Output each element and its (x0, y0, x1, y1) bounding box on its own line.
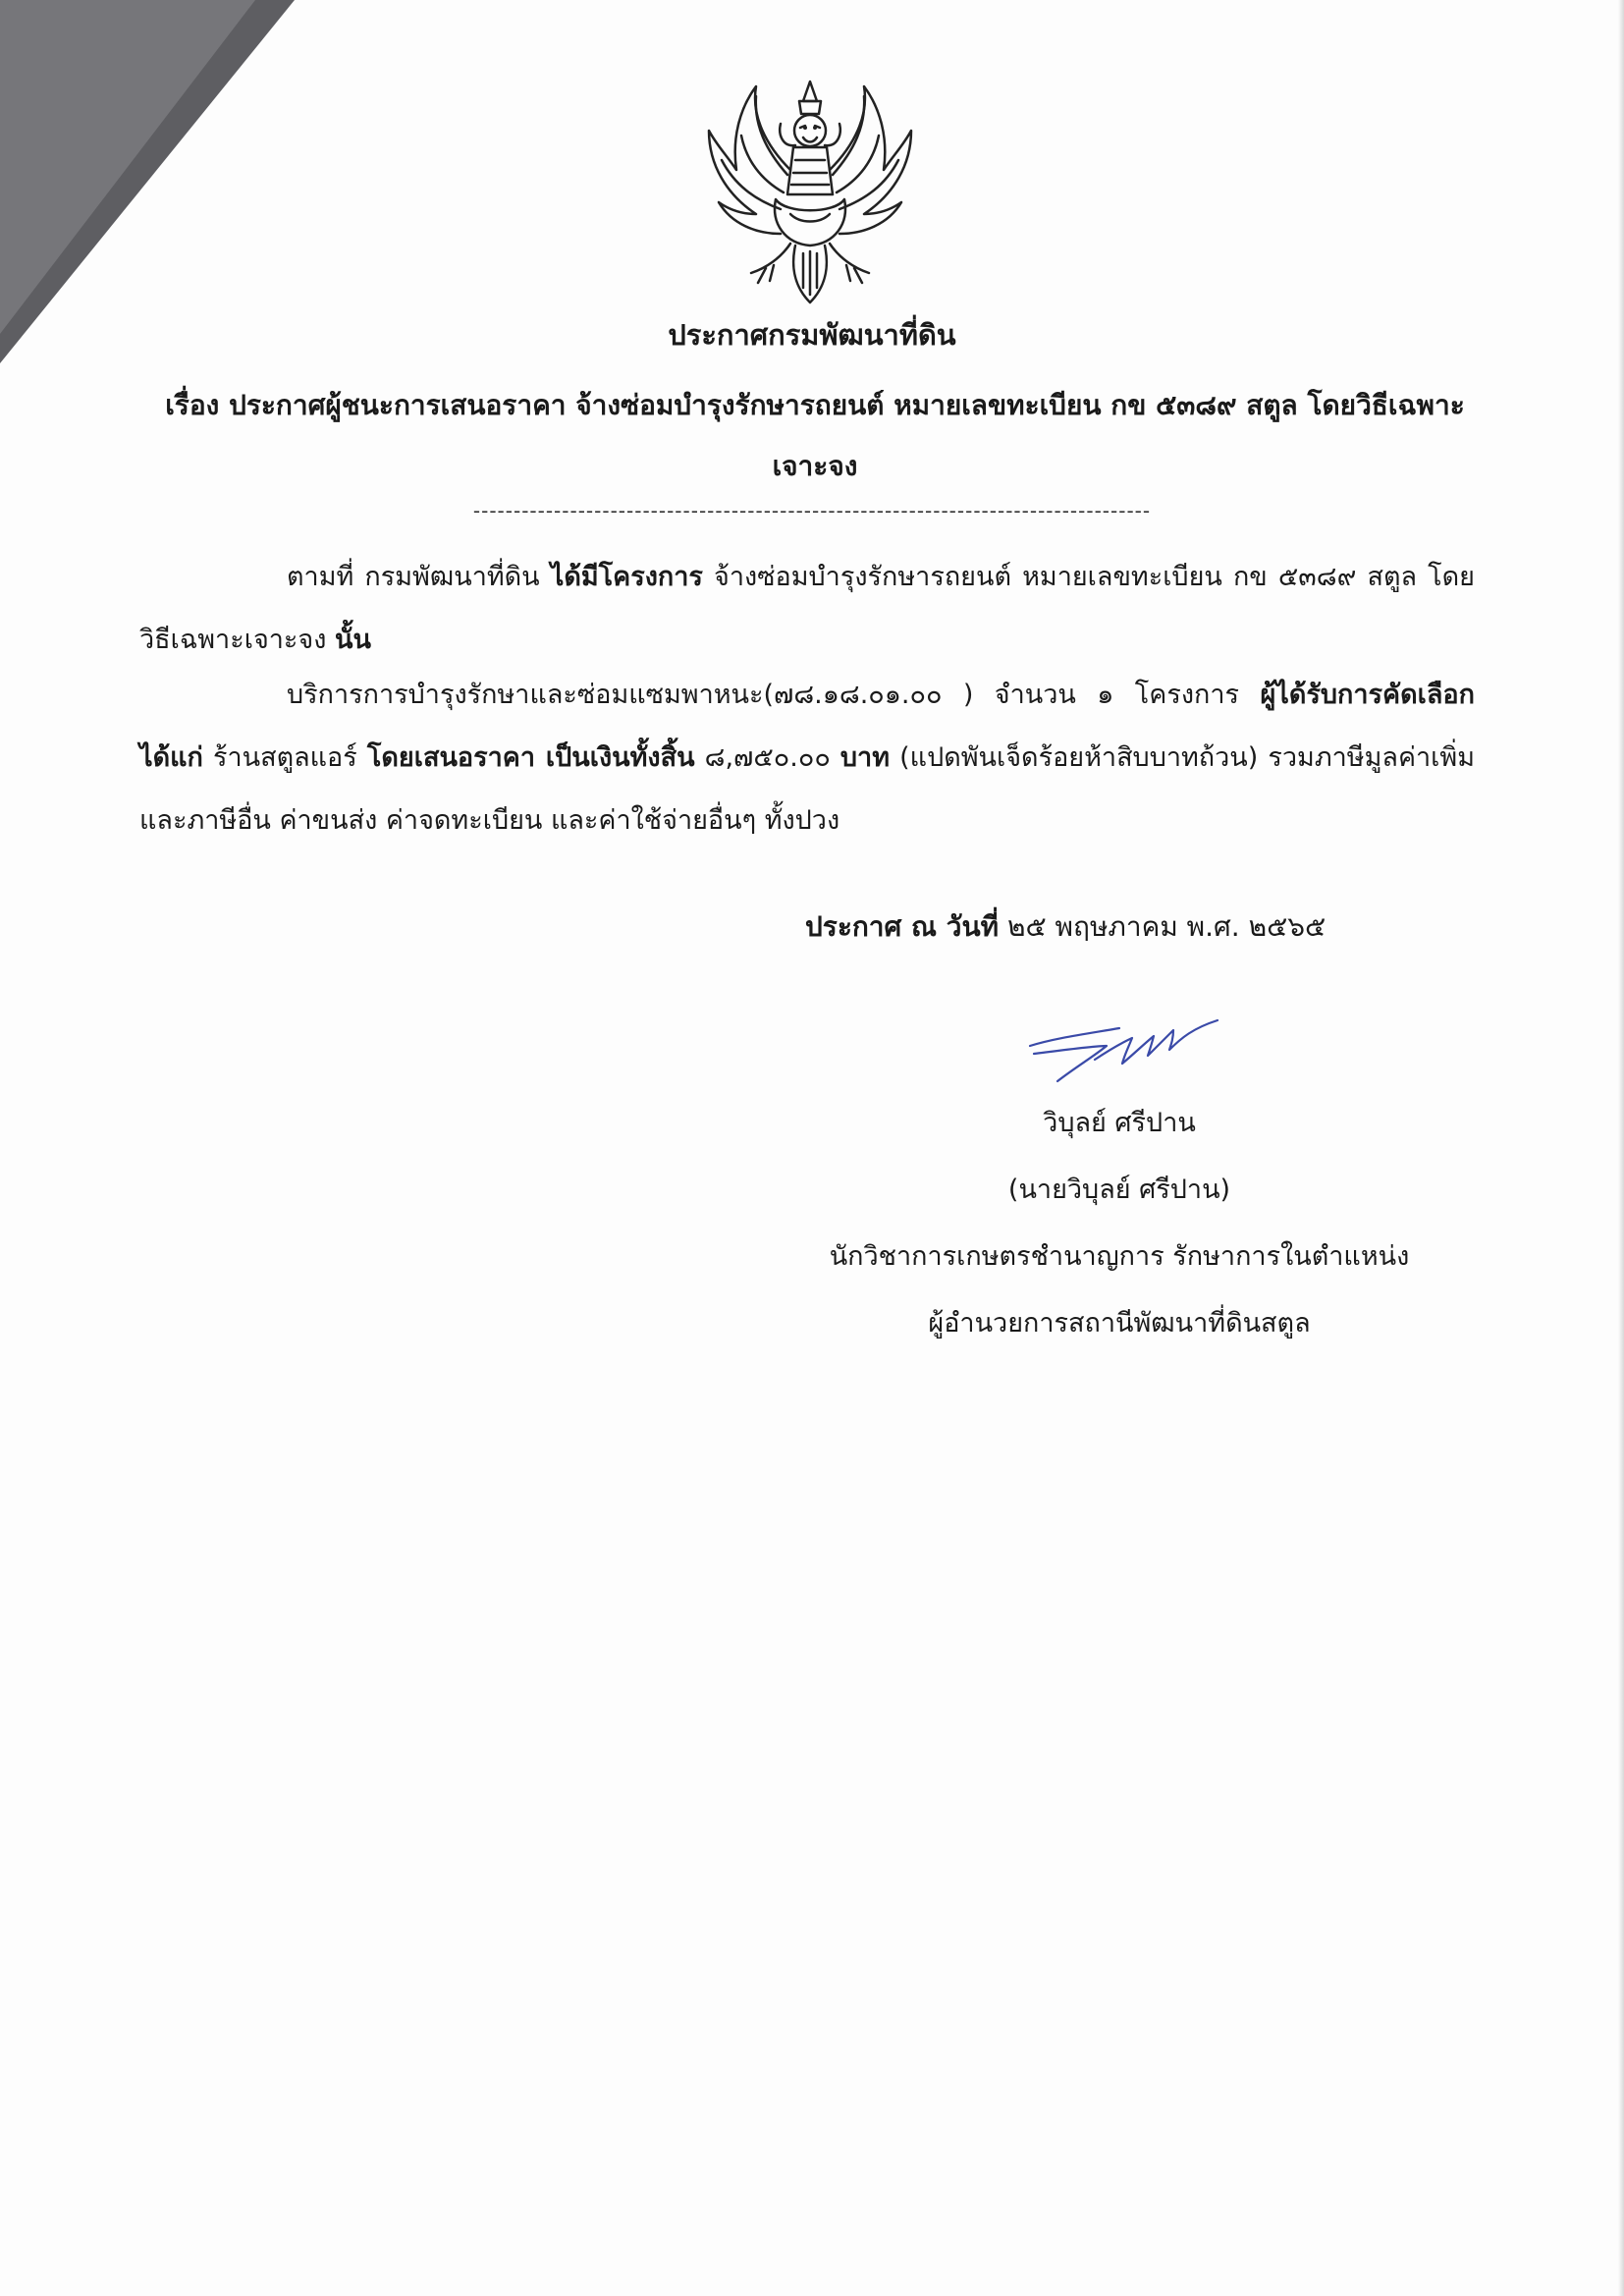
paragraph-project (139, 546, 1475, 672)
para2-bold-baht: บาท (839, 742, 891, 773)
para2-bold-offer: โดยเสนอราคา เป็นเงินทั้งสิ้น (366, 742, 695, 773)
subject-line-2: เจาะจง (772, 450, 858, 482)
para2-text-2: ร้านสตูลแอร์ (202, 742, 367, 773)
para2-bold-selected: ผู้ได้รับการคัดเลือก ได้แก่ (139, 680, 1475, 773)
para1-text: จ้างซ่อมบำรุงรักษารถยนต์ หมายเลขทะเบียน กข ๕๓๘๙ สตูล โดยวิธีเฉพาะเจาะจง (139, 562, 1475, 655)
para2-text-1: บริการการบำรุงรักษาและซ่อมแซมพาหนะ(๗๘.๑๘.๐๑.๐๐ ) จำนวน ๑ โครงการ (287, 680, 1261, 710)
para2-amount: ๘,๗๕๐.๐๐ (694, 742, 840, 773)
date-label: ประกาศ ณ วันที่ (805, 910, 1000, 943)
folded-corner (0, 0, 255, 334)
signer-full-name: (นายวิบุลย์ ศรีปาน) (1007, 1175, 1231, 1205)
document-subject (128, 375, 1502, 497)
para1-bold-project: ได้มีโครงการ (550, 562, 703, 592)
announcement-date (805, 905, 1326, 949)
subject-line-1: เรื่อง ประกาศผู้ชนะการเสนอราคา จ้างซ่อมบำรุงรักษารถยนต์ หมายเลขทะเบียน กข ๕๓๘๙ สตูล โดยวิธีเฉพาะ (165, 389, 1465, 421)
signature-block (766, 1090, 1473, 1357)
garuda-emblem-icon (697, 77, 923, 312)
date-value: ๒๕ พฤษภาคม พ.ศ. ๒๕๖๕ (999, 910, 1326, 943)
handwritten-signature (1026, 1016, 1222, 1085)
signer-office: ผู้อำนวยการสถานีพัฒนาที่ดินสตูล (928, 1308, 1311, 1339)
para1-lead: ตามที่ กรมพัฒนาที่ดิน (287, 562, 551, 592)
divider-line: ------------------------------------------------------------------------------------ (472, 499, 1152, 522)
document-title: ประกาศกรมพัฒนาที่ดิน (668, 318, 956, 352)
para2-text-4: (แปดพันเจ็ดร้อยห้าสิบบาทถ้วน) รวมภาษีมูลค่าเพิ่มและภาษีอื่น ค่าขนส่ง ค่าจดทะเบียน และค่าใช้จ่ายอื่นๆ ทั้งปวง (139, 742, 1475, 836)
signer-position: นักวิชาการเกษตรชำนาญการ รักษาการในตำแหน่ง (829, 1241, 1410, 1272)
para1-bold-end: นั้น (335, 625, 371, 655)
signer-name: วิบุลย์ ศรีปาน (1043, 1108, 1196, 1138)
paragraph-winner (139, 664, 1475, 852)
